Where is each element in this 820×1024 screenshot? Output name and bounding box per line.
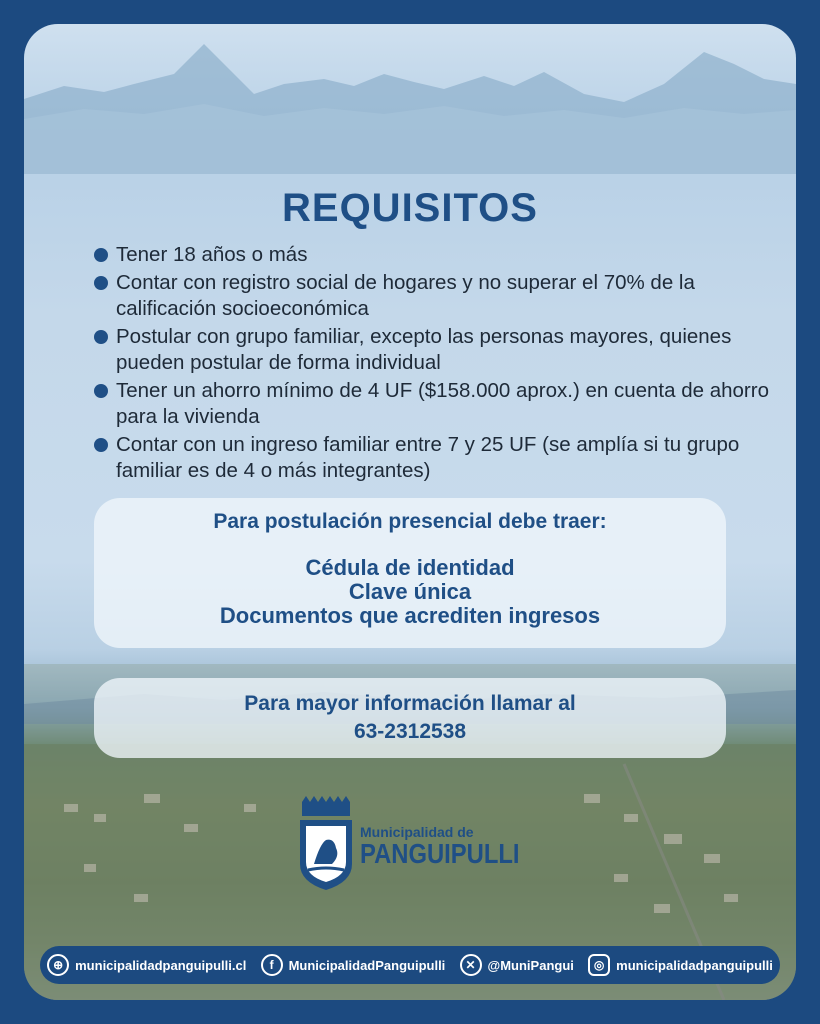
bullet-icon [94, 438, 108, 452]
list-item: Tener un ahorro mínimo de 4 UF ($158.000 aprox.) en cuenta de ahorro para la vivienda [94, 378, 774, 430]
facebook-icon: f [261, 954, 283, 976]
logo-line2: PANGUIPULLI [360, 838, 520, 869]
presencial-item: Documentos que acrediten ingresos [219, 603, 601, 628]
globe-icon: ⊕ [47, 954, 69, 976]
presencial-item: Cédula de identidad [305, 555, 515, 580]
presencial-box [94, 498, 726, 648]
poster-card [24, 24, 796, 1000]
bullet-icon [94, 384, 108, 398]
instagram-icon: ◎ [588, 954, 610, 976]
bullet-icon [94, 330, 108, 344]
logo-line1: Municipalidad de [360, 824, 474, 840]
x-icon: ✕ [460, 954, 482, 976]
social-facebook[interactable]: f MunicipalidadPanguipulli [261, 954, 446, 976]
presencial-heading: Para postulación presencial debe traer: [213, 510, 607, 533]
mountains-background [24, 24, 796, 174]
phone-number[interactable]: 63-2312538 [353, 720, 467, 743]
page-title: REQUISITOS [282, 186, 538, 230]
social-instagram[interactable]: ◎ municipalidadpanguipulli [588, 954, 773, 976]
list-item: Postular con grupo familiar, excepto las personas mayores, quienes pueden postular de forma individual [94, 324, 774, 376]
social-x[interactable]: ✕ @MuniPangui [460, 954, 574, 976]
list-item: Contar con un ingreso familiar entre 7 y 25 UF (se amplía si tu grupo familiar es de 4 o más integrantes) [94, 432, 774, 484]
presencial-item: Clave única [348, 579, 472, 604]
list-item: Tener 18 años o más [94, 242, 774, 268]
social-web[interactable]: ⊕ municipalidadpanguipulli.cl [47, 954, 246, 976]
requirements-list [94, 242, 774, 486]
info-box [94, 678, 726, 758]
info-heading: Para mayor información llamar al [244, 692, 576, 715]
bullet-icon [94, 276, 108, 290]
municipality-logo [296, 794, 536, 894]
social-bar [40, 946, 780, 984]
bullet-icon [94, 248, 108, 262]
crest-icon [296, 794, 356, 894]
list-item: Contar con registro social de hogares y no superar el 70% de la calificación socioeconómica [94, 270, 774, 322]
